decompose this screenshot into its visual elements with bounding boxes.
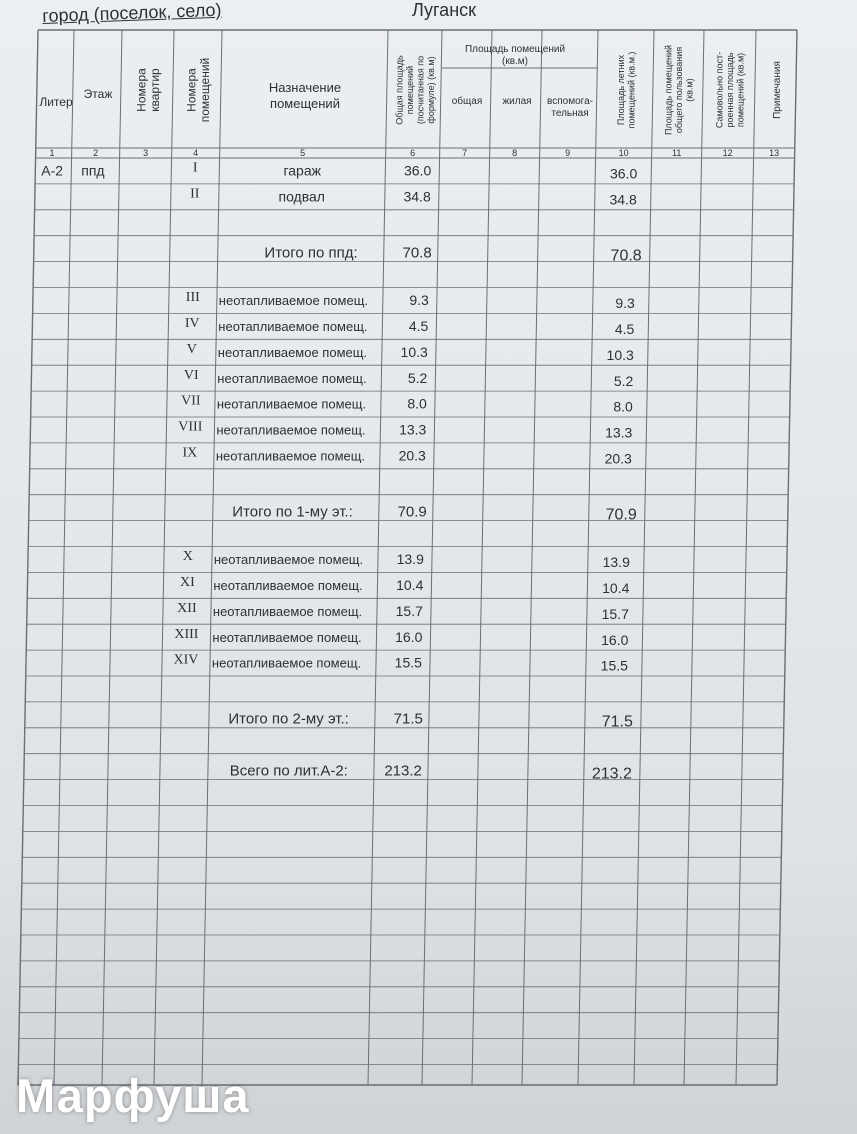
column-number-2: 2 [93, 148, 99, 158]
row-subtotal-label: Итого по 1-му эт.: [232, 503, 353, 521]
row-purpose: неотапливаемое помещ. [213, 552, 364, 568]
city-name: Луганск [412, 0, 477, 20]
row-purpose: неотапливаемое помещ. [216, 422, 366, 438]
column-number-4: 4 [193, 148, 199, 158]
row-purpose: неотапливаемое помещ. [217, 344, 368, 360]
header-summer-area-line2: помещений (кв.м.) [626, 51, 637, 129]
row-purpose: неотапливаемое помещ. [217, 370, 367, 386]
city-label: город (поселок, село) [42, 0, 222, 26]
row-floor: ппд [81, 162, 105, 179]
row-purpose: неотапливаемое помещ. [213, 578, 363, 594]
header-unauthorized-area-line2: роенная площадь [725, 52, 736, 128]
row-total-area: 10.3 [400, 343, 428, 360]
row-room-number: V [186, 341, 197, 357]
row-room-number: II [190, 186, 200, 202]
row-summer-area: 13.3 [605, 424, 633, 441]
header-purpose-line1: Назначение [268, 80, 342, 95]
row-summer-area: 10.4 [602, 580, 630, 597]
header-area-living: жилая [502, 96, 532, 107]
row-summer-area: 34.8 [609, 191, 637, 208]
column-number-5: 5 [300, 148, 306, 158]
row-summer-area: 70.9 [605, 506, 637, 524]
row-subtotal-label: Всего по лит.А-2: [229, 762, 348, 780]
row-summer-area: 15.7 [601, 605, 629, 622]
column-number-1: 1 [49, 148, 55, 158]
row-purpose: неотапливаемое помещ. [218, 293, 369, 309]
header-total-area-line3: (посчитанная по [415, 55, 426, 125]
row-room-number: IV [184, 316, 200, 332]
row-summer-area: 213.2 [591, 765, 632, 783]
column-number-7: 7 [462, 148, 468, 158]
row-liter: А-2 [41, 162, 64, 179]
row-room-number: I [192, 160, 198, 176]
column-number-8: 8 [512, 148, 518, 158]
header-notes-line1: Примечания [772, 61, 783, 119]
row-summer-area: 16.0 [601, 631, 629, 648]
row-summer-area: 70.8 [610, 247, 642, 265]
header-total-area-line1: Общая площадь [394, 55, 405, 125]
column-number-6: 6 [410, 148, 416, 158]
header-summer-area-line1: Площадь летних [615, 54, 626, 126]
row-room-number: X [182, 549, 193, 565]
row-purpose: неотапливаемое помещ. [212, 629, 362, 645]
row-purpose: неотапливаемое помещ. [215, 448, 366, 464]
header-purpose-line2: помещений [270, 96, 340, 111]
row-total-area: 8.0 [407, 395, 427, 412]
watermark-logo: Марфуша [16, 1069, 250, 1122]
header-total-area-line2: помещений [404, 65, 415, 115]
row-room-number: VIII [178, 419, 203, 435]
row-purpose: неотапливаемое помещ. [218, 319, 368, 335]
row-room-number: VII [181, 393, 201, 409]
row-total-area: 16.0 [395, 628, 423, 645]
row-summer-area: 5.2 [613, 372, 634, 389]
row-room-number: XII [177, 600, 197, 616]
header-liter: Литер [39, 95, 73, 109]
row-summer-area: 10.3 [606, 346, 634, 363]
row-purpose: подвал [278, 188, 325, 205]
row-total-area: 70.8 [402, 244, 432, 262]
header-apartments-line1: Номера [134, 68, 149, 112]
header-rooms-line2: помещений [197, 57, 212, 123]
header-apartments-line2: квартир [147, 68, 162, 112]
row-purpose: неотапливаемое помещ. [216, 396, 367, 412]
row-purpose: неотапливаемое помещ. [212, 603, 363, 619]
row-total-area: 13.3 [399, 421, 427, 438]
row-room-number: XIII [174, 626, 199, 642]
row-room-number: XI [179, 575, 195, 591]
row-summer-area: 4.5 [614, 321, 635, 338]
row-total-area: 13.9 [396, 551, 424, 568]
row-summer-area: 8.0 [613, 398, 633, 415]
row-total-area: 213.2 [384, 762, 422, 780]
header-rooms-line1: Номера [184, 68, 199, 112]
column-number-13: 13 [769, 148, 780, 158]
column-number-10: 10 [618, 148, 629, 158]
row-summer-area: 36.0 [609, 165, 638, 182]
row-subtotal-label: Итого по 2-му эт.: [228, 710, 349, 728]
header-total-area-line4: формуле) (кв.м) [425, 56, 436, 124]
row-summer-area: 15.5 [600, 657, 628, 674]
row-total-area: 15.5 [394, 654, 422, 671]
header-common-area-line3: (кв.м) [684, 78, 695, 102]
row-total-area: 5.2 [407, 369, 428, 386]
row-subtotal-label: Итого по ппд: [264, 244, 358, 262]
row-summer-area: 71.5 [601, 713, 633, 731]
row-total-area: 10.4 [396, 577, 424, 594]
column-number-12: 12 [722, 148, 733, 158]
row-room-number: III [185, 290, 200, 306]
row-total-area: 20.3 [398, 447, 426, 464]
row-purpose: гараж [283, 162, 322, 179]
row-room-number: IX [182, 445, 198, 461]
row-total-area: 9.3 [409, 292, 429, 309]
header-unauthorized-area-line1: Самовольно пост- [714, 51, 725, 129]
row-total-area: 71.5 [393, 710, 423, 728]
header-floor: Этаж [83, 87, 113, 101]
header-area-aux-line2: тельная [551, 108, 589, 119]
row-total-area: 15.7 [395, 602, 423, 619]
row-total-area: 70.9 [397, 503, 427, 521]
header-area-group-unit: (кв.м) [501, 56, 529, 67]
header-common-area-line2: общего пользования [674, 46, 685, 134]
header-area-total: общая [451, 96, 483, 107]
column-number-11: 11 [671, 148, 682, 158]
row-room-number: VI [183, 367, 199, 383]
row-total-area: 4.5 [408, 318, 429, 335]
header-unauthorized-area-line3: помещений (кв.м) [735, 52, 746, 128]
column-number-9: 9 [565, 148, 571, 158]
row-summer-area: 20.3 [604, 450, 632, 467]
row-room-number: XIV [173, 652, 199, 668]
row-summer-area: 9.3 [615, 295, 635, 312]
row-total-area: 34.8 [403, 188, 431, 205]
row-total-area: 36.0 [403, 162, 432, 179]
column-number-3: 3 [143, 148, 149, 158]
row-summer-area: 13.9 [602, 554, 630, 571]
header-area-group: Площадь помещений [464, 44, 566, 55]
row-purpose: неотапливаемое помещ. [211, 655, 362, 671]
header-area-aux-line1: вспомога- [547, 96, 593, 107]
header-common-area-line1: Площадь помещений [663, 44, 674, 136]
